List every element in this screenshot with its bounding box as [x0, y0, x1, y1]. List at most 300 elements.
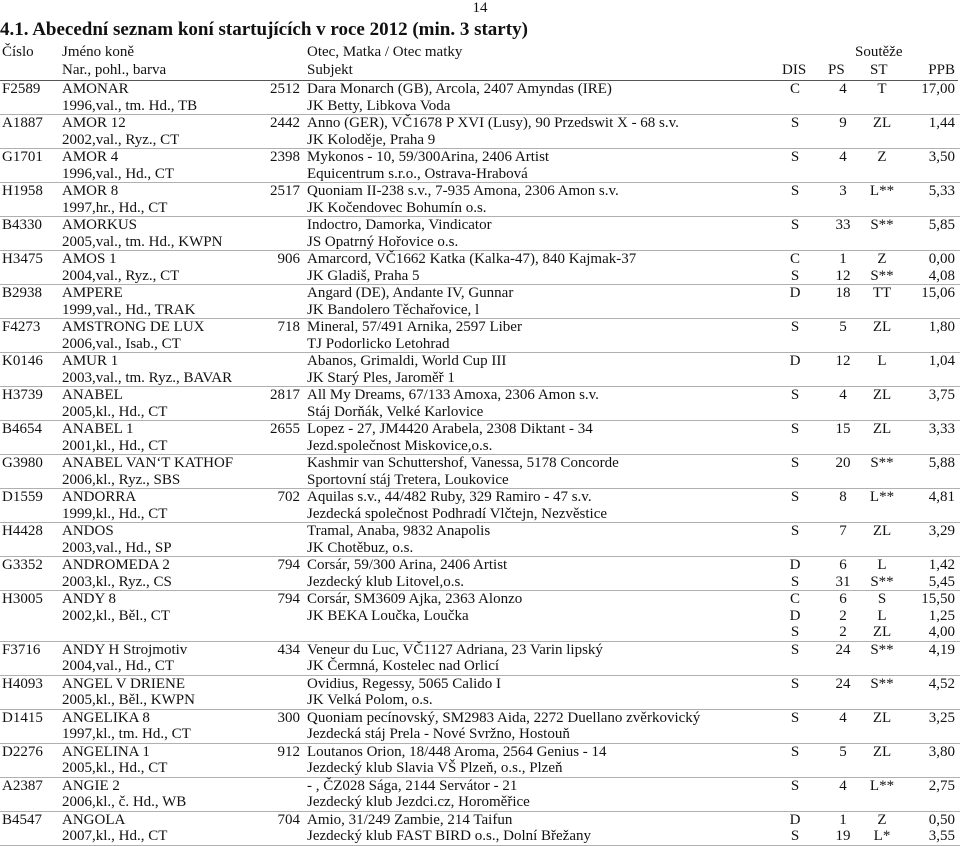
result-st: Z: [877, 149, 887, 165]
pedigree: Mykonos - 10, 59/300Arina, 2406 Artist: [307, 149, 550, 165]
birth-info: 2004,val., Hd., CT: [62, 658, 175, 674]
entry-line: [0, 812, 960, 829]
birth-info: 2005,kl., Hd., CT: [62, 760, 168, 776]
birth-info: 2002,kl., Běl., CT: [62, 607, 170, 624]
result-st: S**: [870, 267, 894, 284]
result-ppb: 17,00: [921, 81, 955, 97]
entry-line: [0, 183, 960, 200]
result-dis: C: [789, 81, 800, 97]
result-dis: S: [790, 777, 800, 794]
result-dis: S: [790, 387, 800, 403]
result-dis: C: [789, 251, 800, 267]
horse-entry: [0, 557, 960, 591]
horse-id: H3739: [2, 387, 43, 403]
result-ppb: 5,88: [928, 455, 955, 471]
result-ps: 2: [839, 624, 847, 640]
result-ps: 2: [839, 607, 847, 624]
result-st: L: [877, 353, 887, 369]
entry-line: [0, 574, 960, 591]
result-ps: 24: [835, 675, 851, 692]
result-st: ZL: [872, 624, 892, 640]
horse-number: 434: [277, 641, 300, 658]
pedigree: Ovidius, Regessy, 5065 Calido I: [307, 675, 502, 692]
result-ps: 4: [839, 777, 847, 794]
horse-id: F3716: [2, 641, 41, 658]
entry-line: [0, 642, 960, 659]
horse-id: B2938: [2, 285, 43, 301]
result-ps: 9: [839, 115, 847, 131]
entry-line: [0, 166, 960, 183]
entry-line: [0, 149, 960, 166]
header-st: ST: [870, 62, 888, 78]
horse-id: G1701: [2, 149, 43, 165]
result-ps: 31: [835, 573, 851, 590]
horse-name: ANGELIKA 8: [62, 709, 150, 726]
subject: TJ Podorlicko Letohrad: [307, 335, 450, 352]
horse-id: K0146: [2, 353, 43, 369]
horse-name: AMUR 1: [62, 353, 119, 369]
result-ppb: 1,42: [928, 557, 955, 573]
horse-name: ANABEL VAN‘T KATHOF: [62, 455, 234, 471]
result-ps: 4: [839, 149, 847, 165]
birth-info: 2006,kl., č. Hd., WB: [62, 794, 187, 810]
horse-name: AMOR 12: [62, 115, 126, 131]
entry-line: [0, 744, 960, 761]
result-ppb: 3,33: [928, 421, 955, 437]
horse-id: H1958: [2, 183, 43, 199]
pedigree: Tramal, Anaba, 9832 Anapolis: [307, 523, 491, 539]
entry-line: [0, 658, 960, 675]
pedigree: Dara Monarch (GB), Arcola, 2407 Amyndas (IRE): [307, 81, 612, 97]
subject: Stáj Dorňák, Velké Karlovice: [307, 403, 484, 420]
header-nar-pohl-barva: Nar., pohl., barva: [62, 62, 167, 78]
horse-name: AMORKUS: [62, 217, 138, 233]
result-ps: 12: [835, 267, 851, 284]
result-st: L: [877, 557, 887, 573]
result-ps: 3: [839, 183, 847, 199]
horse-id: H4428: [2, 523, 43, 539]
entry-line: [0, 217, 960, 234]
subject: Sportovní stáj Tretera, Loukovice: [307, 471, 509, 488]
birth-info: 2006,val., Isab., CT: [62, 335, 181, 352]
result-st: S**: [870, 641, 894, 658]
horse-number: 2655: [270, 421, 300, 437]
horse-name: ANGEL V DRIENE: [62, 675, 186, 692]
result-ps: 6: [839, 591, 847, 607]
result-ps: 5: [839, 743, 847, 760]
result-ps: 6: [839, 557, 847, 573]
horse-entry: [0, 183, 960, 217]
birth-info: 1997,hr., Hd., CT: [62, 199, 168, 216]
result-ppb: 15,50: [921, 591, 955, 607]
horse-id: A1887: [2, 115, 43, 131]
result-st: ZL: [872, 421, 892, 437]
result-ppb: 5,85: [928, 217, 955, 233]
result-st: S**: [870, 455, 894, 471]
birth-info: 1996,val., tm. Hd., TB: [62, 97, 198, 114]
entry-line: [0, 828, 960, 845]
entry-line: [0, 726, 960, 743]
result-dis: D: [789, 607, 801, 624]
entry-line: [0, 81, 960, 98]
subject: Jezdecká stáj Prela - Nové Svržno, Hostouň: [307, 726, 570, 742]
result-ppb: 3,75: [928, 387, 955, 403]
result-ps: 19: [835, 828, 851, 844]
result-ppb: 1,44: [928, 115, 955, 131]
horse-entry: [0, 489, 960, 523]
header-cislo: Číslo: [2, 44, 34, 60]
birth-info: 2001,kl., Hd., CT: [62, 437, 168, 454]
result-ppb: 4,08: [928, 267, 955, 284]
result-dis: S: [790, 675, 800, 692]
horse-entry: [0, 642, 960, 676]
pedigree: Corsár, SM3609 Ajka, 2363 Alonzo: [307, 591, 523, 607]
page-number: 14: [472, 0, 488, 16]
horse-id: H3005: [2, 591, 43, 607]
result-dis: S: [790, 573, 800, 590]
result-dis: D: [789, 353, 801, 369]
horse-name: AMONAR: [62, 81, 129, 97]
entry-line: [0, 115, 960, 132]
result-dis: S: [790, 828, 800, 844]
birth-info: 2004,val., Ryz., CT: [62, 267, 180, 284]
entry-line: [0, 489, 960, 506]
result-ppb: 5,45: [928, 573, 955, 590]
horse-number: 2398: [270, 149, 300, 165]
horse-name: ANGELINA 1: [62, 743, 150, 760]
horse-number: 704: [277, 811, 300, 828]
entry-line: [0, 608, 960, 625]
result-ppb: 1,04: [928, 353, 955, 369]
entry-line: [0, 234, 960, 251]
result-ppb: 3,55: [928, 828, 955, 844]
entry-line: [0, 506, 960, 523]
result-st: S**: [870, 573, 894, 590]
subject: JK Gladiš, Praha 5: [307, 267, 420, 284]
result-ppb: 0,00: [928, 251, 955, 267]
pedigree: Loutanos Orion, 18/448 Aroma, 2564 Genius - 14: [307, 743, 607, 760]
result-ps: 4: [839, 81, 847, 97]
horse-number: 718: [277, 319, 300, 335]
subject: JK Bandolero Těchařovice, l: [307, 301, 480, 318]
result-dis: S: [790, 743, 800, 760]
birth-info: 2005,kl., Hd., CT: [62, 403, 168, 420]
result-ppb: 4,00: [928, 624, 955, 640]
horse-number: 702: [277, 489, 300, 505]
result-dis: S: [790, 217, 800, 233]
header-otec: Otec, Matka / Otec matky: [307, 44, 463, 60]
result-dis: S: [790, 267, 800, 284]
pedigree: Quoniam pecínovský, SM2983 Aida, 2272 Duellano zvěrkovický: [307, 709, 701, 726]
result-ppb: 1,80: [928, 319, 955, 335]
horse-name: ANDY 8: [62, 591, 117, 607]
entry-line: [0, 794, 960, 811]
horse-id: F4273: [2, 319, 41, 335]
entry-line: [0, 268, 960, 285]
entry-line: [0, 455, 960, 472]
horse-number: 2517: [270, 183, 300, 199]
horse-id: G3980: [2, 455, 43, 471]
subject: JK Chotěbuz, o.s.: [307, 539, 414, 556]
horse-entry: [0, 217, 960, 251]
pedigree: Anno (GER), VČ1678 P XVI (Lusy), 90 Przedswit X - 68 s.v.: [307, 115, 679, 131]
horse-entry: [0, 81, 960, 115]
result-st: T: [877, 81, 887, 97]
horse-entry: [0, 285, 960, 319]
header-ps: PS: [828, 62, 845, 78]
result-ps: 1: [839, 251, 847, 267]
entry-line: [0, 132, 960, 149]
header-dis: DIS: [782, 62, 807, 78]
horse-entry: [0, 149, 960, 183]
result-st: S**: [870, 217, 894, 233]
horse-id: A2387: [2, 777, 43, 794]
pedigree: Amarcord, VČ1662 Katka (Kalka-47), 840 Kajmak-37: [307, 251, 637, 267]
entry-line: [0, 557, 960, 574]
result-st: L**: [869, 183, 895, 199]
horse-number: 2512: [270, 81, 300, 97]
horse-name: ANGOLA: [62, 811, 126, 828]
subject: JK Čermná, Kostelec nad Orlicí: [307, 658, 500, 674]
horse-id: H3475: [2, 251, 43, 267]
entry-line: [0, 676, 960, 693]
result-ppb: 4,81: [928, 489, 955, 505]
result-ps: 7: [839, 523, 847, 539]
pedigree: Quoniam II-238 s.v., 7-935 Amona, 2306 Amon s.v.: [307, 183, 619, 199]
horse-name: ANDORRA: [62, 489, 137, 505]
pedigree: Mineral, 57/491 Arnika, 2597 Liber: [307, 319, 522, 335]
horse-number: 912: [277, 743, 300, 760]
entry-line: [0, 336, 960, 353]
birth-info: 2003,val., tm. Ryz., BAVAR: [62, 369, 233, 386]
entry-line: [0, 710, 960, 727]
table-header: [0, 44, 960, 80]
pedigree: Abanos, Grimaldi, World Cup III: [307, 353, 507, 369]
subject: JS Opatrný Hořovice o.s.: [307, 233, 459, 250]
subject: Jezdecký klub Litovel,o.s.: [307, 573, 465, 590]
horse-number: 906: [277, 251, 300, 267]
subject: Jezdecký klub FAST BIRD o.s., Dolní Břežany: [307, 828, 591, 844]
birth-info: 2006,kl., Ryz., SBS: [62, 471, 181, 488]
horse-name: AMOS 1: [62, 251, 117, 267]
horse-entry: [0, 676, 960, 710]
horse-id: D2276: [2, 743, 43, 760]
result-st: ZL: [872, 319, 892, 335]
subject: Jezdecká společnost Podhradí Vlčtejn, Nezvěstice: [307, 505, 608, 522]
result-ps: 20: [835, 455, 851, 471]
pedigree: Lopez - 27, JM4420 Arabela, 2308 Diktant - 34: [307, 421, 593, 437]
horse-id: B4547: [2, 811, 43, 828]
result-ps: 4: [839, 709, 847, 726]
entry-line: [0, 540, 960, 557]
horse-name: ANABEL 1: [62, 421, 134, 437]
horse-id: B4654: [2, 421, 43, 437]
result-st: Z: [877, 811, 887, 828]
entry-line: [0, 523, 960, 540]
horse-number: 2442: [270, 115, 300, 131]
horse-name: ANDOS: [62, 523, 114, 539]
entry-line: [0, 778, 960, 795]
result-dis: D: [789, 811, 801, 828]
header-soutaze: Soutěže: [855, 44, 903, 60]
result-st: ZL: [872, 115, 892, 131]
entry-line: [0, 98, 960, 115]
result-dis: S: [790, 149, 800, 165]
result-dis: S: [790, 709, 800, 726]
birth-info: 2005,kl., Běl., KWPN: [62, 692, 195, 708]
entry-line: [0, 285, 960, 302]
horse-entry: [0, 319, 960, 353]
result-ps: 18: [835, 285, 851, 301]
horse-id: D1559: [2, 489, 43, 505]
horse-id: F2589: [2, 81, 41, 97]
result-dis: S: [790, 115, 800, 131]
horse-name: ANGIE 2: [62, 777, 120, 794]
horse-number: 794: [277, 591, 300, 607]
entry-line: [0, 200, 960, 217]
pedigree: - , ČZ028 Sága, 2144 Servátor - 21: [307, 777, 518, 794]
subject: JK Kočendovec Bohumín o.s.: [307, 199, 487, 216]
entry-line: [0, 251, 960, 268]
entry-line: [0, 591, 960, 608]
birth-info: 1997,kl., tm. Hd., CT: [62, 726, 191, 742]
entry-line: [0, 353, 960, 370]
result-ps: 4: [839, 387, 847, 403]
result-ppb: 3,25: [928, 709, 955, 726]
result-dis: S: [790, 421, 800, 437]
entry-line: [0, 302, 960, 319]
birth-info: 2002,val., Ryz., CT: [62, 131, 180, 148]
horse-id: B4330: [2, 217, 43, 233]
horse-entry: [0, 591, 960, 642]
horse-entry: [0, 353, 960, 387]
horse-number: 300: [277, 709, 300, 726]
horse-name: AMOR 4: [62, 149, 119, 165]
subject: JK Koloděje, Praha 9: [307, 131, 436, 148]
birth-info: 2003,kl., Ryz., CS: [62, 573, 172, 590]
result-dis: S: [790, 183, 800, 199]
result-ppb: 5,33: [928, 183, 955, 199]
pedigree: Aquilas s.v., 44/482 Ruby, 329 Ramiro - 47 s.v.: [307, 489, 592, 505]
horse-name: AMPERE: [62, 285, 123, 301]
result-ppb: 2,75: [928, 777, 955, 794]
subject: JK Betty, Libkova Voda: [307, 97, 451, 114]
result-st: ZL: [872, 743, 892, 760]
result-ppb: 3,50: [928, 149, 955, 165]
result-dis: S: [790, 455, 800, 471]
subject: JK Starý Ples, Jaroměř 1: [307, 369, 455, 386]
entry-line: [0, 404, 960, 421]
horse-id: D1415: [2, 709, 43, 726]
result-st: L**: [869, 489, 895, 505]
entry-line: [0, 370, 960, 387]
birth-info: 2005,val., tm. Hd., KWPN: [62, 233, 223, 250]
result-st: S: [877, 591, 887, 607]
horse-name: ANDROMEDA 2: [62, 557, 170, 573]
result-ppb: 0,50: [928, 811, 955, 828]
entry-line: [0, 421, 960, 438]
horse-name: ANDY H Strojmotiv: [62, 641, 188, 658]
result-ps: 33: [835, 217, 851, 233]
result-ps: 1: [839, 811, 847, 828]
pedigree: Veneur du Luc, VČ1127 Adriana, 23 Varin lipský: [307, 641, 603, 658]
horse-number: 794: [277, 557, 300, 573]
result-st: L: [877, 607, 887, 624]
subject: JK BEKA Loučka, Loučka: [307, 607, 469, 624]
pedigree: Kashmir van Schuttershof, Vanessa, 5178 Concorde: [307, 455, 619, 471]
result-ps: 15: [835, 421, 851, 437]
horse-entry: [0, 251, 960, 285]
result-st: ZL: [872, 387, 892, 403]
result-ppb: 1,25: [928, 607, 955, 624]
subject: Equicentrum s.r.o., Ostrava-Hrabová: [307, 165, 528, 182]
result-ppb: 4,19: [928, 641, 955, 658]
horse-entry: [0, 115, 960, 149]
result-ps: 12: [835, 353, 851, 369]
result-st: L**: [869, 777, 895, 794]
entry-line: [0, 387, 960, 404]
horse-id: H4093: [2, 675, 43, 692]
pedigree: Amio, 31/249 Zambie, 214 Taifun: [307, 811, 513, 828]
entry-line: [0, 692, 960, 709]
horse-id: G3352: [2, 557, 43, 573]
horse-name: AMOR 8: [62, 183, 119, 199]
birth-info: 2007,kl., Hd., CT: [62, 828, 168, 844]
horse-entry: [0, 710, 960, 744]
result-dis: S: [790, 523, 800, 539]
result-dis: D: [789, 557, 801, 573]
horse-entry: [0, 523, 960, 557]
result-ppb: 4,52: [928, 675, 955, 692]
horse-list: [0, 81, 960, 846]
result-dis: S: [790, 624, 800, 640]
horse-name: AMSTRONG DE LUX: [62, 319, 205, 335]
subject: Jezdecký klub Jezdci.cz, Horoměřice: [307, 794, 530, 810]
result-dis: S: [790, 319, 800, 335]
result-st: L*: [873, 828, 891, 844]
pedigree: Angard (DE), Andante IV, Gunnar: [307, 285, 514, 301]
result-dis: D: [789, 285, 801, 301]
result-ppb: 3,80: [928, 743, 955, 760]
horse-entry: [0, 744, 960, 778]
result-st: Z: [877, 251, 887, 267]
birth-info: 1999,val., Hd., TRAK: [62, 301, 196, 318]
birth-info: 1996,val., Hd., CT: [62, 165, 175, 182]
entry-line: [0, 319, 960, 336]
header-ppb: PPB: [928, 62, 955, 78]
page-title: 4.1. Abecední seznam koní startujících v roce 2012 (min. 3 starty): [0, 19, 528, 40]
result-dis: C: [789, 591, 800, 607]
entry-line: [0, 472, 960, 489]
pedigree: Corsár, 59/300 Arina, 2406 Artist: [307, 557, 508, 573]
result-dis: S: [790, 489, 800, 505]
entry-line: [0, 624, 960, 641]
pedigree: Indoctro, Damorka, Vindicator: [307, 217, 492, 233]
entry-line: [0, 760, 960, 777]
header-subjekt: Subjekt: [307, 62, 353, 78]
result-st: S**: [870, 675, 894, 692]
result-dis: S: [790, 641, 800, 658]
horse-entry: [0, 421, 960, 455]
result-st: ZL: [872, 523, 892, 539]
pedigree: All My Dreams, 67/133 Amoxa, 2306 Amon s.v.: [307, 387, 599, 403]
subject: Jezd.společnost Miskovice,o.s.: [307, 437, 493, 454]
result-ppb: 3,29: [928, 523, 955, 539]
result-ppb: 15,06: [921, 285, 955, 301]
result-ps: 24: [835, 641, 851, 658]
horse-name: ANABEL: [62, 387, 123, 403]
horse-entry: [0, 387, 960, 421]
